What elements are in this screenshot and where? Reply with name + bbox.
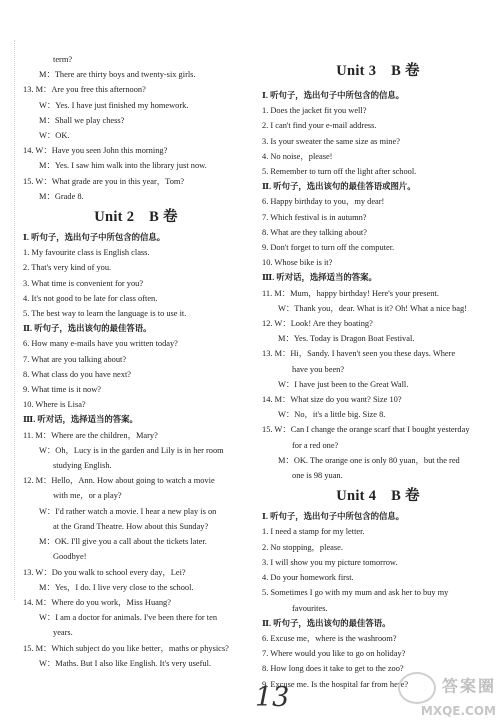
text-line: 7. Which festival is in autumn?	[262, 212, 367, 222]
text-line: 15. W：What grade are you in this year，Tom?	[23, 176, 185, 186]
page-number: 13	[255, 682, 290, 713]
text-line: term?	[53, 55, 73, 64]
text-line: 13. M：Are you free this afternoon?	[23, 85, 146, 95]
text-line: 5. The best way to learn the language is to use it.	[23, 309, 187, 319]
text-line: 6. Happy birthday to you，my dear!	[262, 197, 385, 207]
text-line: 4. No noise，please!	[262, 151, 333, 161]
unit-title: Unit 4 B 卷	[336, 488, 420, 505]
text-line: 1. I need a stamp for my letter.	[262, 527, 365, 537]
text-line: W：Maths. But I also like English. It's very useful.	[39, 658, 212, 668]
text-line: M：Yes. Today is Dragon Boat Festival.	[278, 334, 415, 344]
text-line: 14. M：Where do you work，Miss Huang?	[23, 597, 171, 607]
text-line: W：OK.	[39, 131, 70, 141]
text-line: 9. What time is it now?	[23, 385, 102, 395]
text-line: W：I have just been to the Great Wall.	[278, 379, 409, 389]
text-line: 6. Excuse me，where is the washroom?	[262, 633, 397, 643]
unit3-title: Unit 3 B 卷	[336, 63, 420, 79]
text-line: 15. W：Can I change the orange scarf that I bought yesterday	[262, 425, 470, 435]
text-line: for a red one?	[292, 440, 339, 450]
text-line: 8. How long does it take to get to the zoo?	[262, 664, 404, 674]
watermark	[398, 672, 496, 718]
text-line: W：Oh，Lucy is in the garden and Lily is in her room	[39, 445, 224, 455]
text-line: W：Thank you，dear. What is it? Oh! What a nice bag!	[278, 303, 467, 313]
text-line: 3. What time is convenient for you?	[23, 278, 144, 288]
text-line: 10. Whose bike is it?	[262, 258, 333, 268]
section-heading: Ⅱ. 听句子，选出该句的最佳答语或图片。	[262, 182, 416, 192]
text-line: W：I am a doctor for animals. I've been there for ten	[39, 613, 218, 623]
text-line: with me，or a play?	[53, 491, 122, 501]
text-line: 2. That's very kind of you.	[23, 263, 112, 273]
text-line: 1. My favourite class is English class.	[23, 248, 150, 258]
text-line: 5. Remember to turn off the light after school.	[262, 167, 417, 177]
watermark-bottom: MXQE.COM	[420, 704, 496, 718]
section-heading: Ⅲ. 听对话，选择适当的答案。	[23, 415, 138, 425]
text-line: 1. Does the jacket fit you well?	[262, 106, 367, 116]
watermark-logo-icon	[398, 672, 436, 704]
text-line: 2. No stopping，please.	[262, 542, 343, 552]
section-heading: Ⅲ. 听对话，选择适当的答案。	[262, 273, 377, 283]
text-line: M：OK. I'll give you a call about the tickets later.	[39, 537, 207, 547]
text-line: 9. Excuse me. Is the hospital far from here?	[262, 679, 409, 689]
text-line: 13. W：Do you walk to school every day，Lei?	[23, 567, 186, 577]
text-line: M：Yes，I do. I live very close to the school.	[39, 582, 194, 592]
text-line: 4. Do your homework first.	[262, 573, 354, 583]
section-heading: Ⅰ. 听句子，选出句子中所包含的信息。	[262, 91, 405, 100]
section-heading: Ⅱ. 听句子，选出该句的最佳答语。	[23, 324, 152, 334]
text-line: 9. Don't forget to turn off the computer.	[262, 243, 395, 253]
right-column	[262, 88, 494, 692]
unit-title: Unit 2 B 卷	[94, 209, 178, 226]
text-line: studying English.	[53, 461, 112, 471]
text-line: M：There are thirty boys and twenty-six girls.	[39, 70, 196, 80]
text-line: 13. M：Hi，Sandy. I haven't seen you these days. Where	[262, 349, 456, 359]
text-line: at the Grand Theatre. How about this Sunday?	[53, 521, 209, 531]
section-heading: Ⅰ. 听句子，选出句子中所包含的信息。	[262, 512, 405, 522]
text-line: 11. M：Mum，happy birthday! Here's your present.	[262, 288, 439, 298]
text-line: one is 98 yuan.	[292, 471, 343, 481]
text-line: M：Shall we play chess?	[39, 115, 125, 125]
watermark-top: 答案圈	[441, 676, 496, 696]
text-line: Goodbye!	[53, 552, 87, 562]
left-column	[23, 52, 249, 671]
text-line: 3. Is your sweater the same size as mine?	[262, 136, 400, 146]
text-line: 8. What are they talking about?	[262, 227, 367, 237]
text-line: 14. M：What size do you want? Size 10?	[262, 395, 402, 405]
section-heading: Ⅱ. 听句子，选出该句的最佳答语。	[262, 618, 391, 628]
text-line: 5. Sometimes I go with my mum and ask her to buy my	[262, 588, 449, 598]
text-line: W：I'd rather watch a movie. I hear a new play is on	[39, 506, 217, 516]
text-line: M：Grade 8.	[39, 191, 84, 201]
text-line: 15. M：Which subject do you like better，maths or physics?	[23, 643, 229, 653]
text-line: years.	[53, 628, 73, 638]
text-line: 12. W：Look! Are they boating?	[262, 319, 373, 329]
text-line: 2. I can't find your e-mail address.	[262, 121, 377, 131]
text-line: 7. Where would you like to go on holiday?	[262, 649, 406, 659]
section-heading: Ⅰ. 听句子，选出句子中所包含的信息。	[23, 233, 166, 243]
text-line: 3. I will show you my picture tomorrow.	[262, 557, 398, 567]
text-line: 11. M：Where are the children，Mary?	[23, 430, 158, 440]
text-line: W：No，it's a little big. Size 8.	[278, 410, 386, 420]
text-line: M：Yes. I saw him walk into the library just now.	[39, 161, 207, 171]
text-line: 14. W：Have you seen John this morning?	[23, 146, 168, 156]
binding-margin	[0, 40, 15, 600]
text-line: favourites.	[292, 603, 328, 613]
text-line: 4. It's not good to be late for class often.	[23, 293, 158, 303]
text-line: W：Yes. I have just finished my homework.	[39, 100, 189, 110]
text-line: 8. What class do you have next?	[23, 369, 131, 379]
text-line: have you been?	[292, 364, 345, 374]
text-line: 6. How many e-mails have you written today?	[23, 339, 178, 349]
text-line: 7. What are you talking about?	[23, 354, 127, 364]
text-line: M：OK. The orange one is only 80 yuan，but the red	[278, 455, 460, 465]
text-line: 10. Where is Lisa?	[23, 400, 86, 410]
text-line: 12. M：Hello，Ann. How about going to watch a movie	[23, 476, 215, 486]
